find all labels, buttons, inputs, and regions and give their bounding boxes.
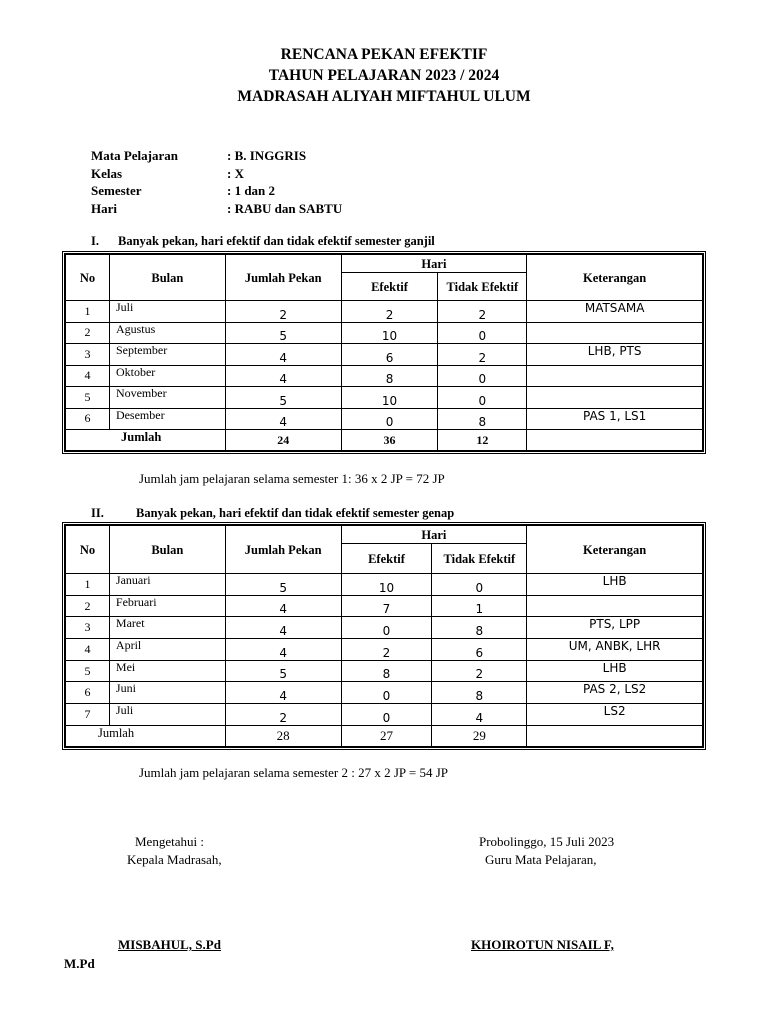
cell-efektif: 10 <box>341 574 432 596</box>
info-label: Mata Pelajaran <box>91 148 179 163</box>
info-row-hari <box>91 200 342 218</box>
header-tidak-efektif: Tidak Efektif <box>438 273 527 301</box>
cell-bulan: Januari <box>109 574 225 596</box>
cell-no: 2 <box>66 595 110 617</box>
cell-bulan: April <box>109 639 225 661</box>
cell-efektif: 10 <box>341 322 438 344</box>
cell-jumlah-pekan: 2 <box>225 301 341 323</box>
cell-no: 4 <box>66 365 110 387</box>
section1-title: Banyak pekan, hari efektif dan tidak efektif semester ganjil <box>118 234 435 248</box>
cell-tidak-efektif: 1 <box>432 595 527 617</box>
total-tidak-efektif: 29 <box>432 725 527 746</box>
signer-right-name: KHOIROTUN NISAIL F, <box>471 937 614 952</box>
cell-efektif: 0 <box>341 408 438 430</box>
cell-bulan: Februari <box>109 595 225 617</box>
total-label: Jumlah <box>66 430 226 451</box>
cell-tidak-efektif: 8 <box>432 682 527 704</box>
cell-tidak-efektif: 4 <box>432 704 527 726</box>
section1-number: I. <box>91 234 99 248</box>
cell-no: 6 <box>66 408 110 430</box>
cell-efektif: 10 <box>341 387 438 409</box>
signer-left-name: MISBAHUL, S.Pd <box>118 937 221 952</box>
cell-efektif: 7 <box>341 595 432 617</box>
signer-right-name-cont: M.Pd <box>64 956 95 971</box>
cell-efektif: 0 <box>341 682 432 704</box>
info-value: : B. INGGRIS <box>227 148 307 163</box>
cell-tidak-efektif: 0 <box>438 322 527 344</box>
cell-bulan: Mei <box>109 660 225 682</box>
cell-tidak-efektif: 0 <box>432 574 527 596</box>
cell-no: 3 <box>66 617 110 639</box>
header-keterangan: Keterangan <box>527 526 703 574</box>
cell-tidak-efektif: 0 <box>438 387 527 409</box>
header-efektif: Efektif <box>341 544 432 574</box>
cell-keterangan: LHB <box>527 660 703 682</box>
header-keterangan: Keterangan <box>527 255 703 301</box>
total-tidak-efektif: 12 <box>438 430 527 451</box>
cell-efektif: 8 <box>341 660 432 682</box>
cell-tidak-efektif: 8 <box>432 617 527 639</box>
cell-tidak-efektif: 6 <box>432 639 527 661</box>
cell-jumlah-pekan: 4 <box>225 365 341 387</box>
table-row <box>66 660 703 682</box>
cell-bulan: Juli <box>109 301 225 323</box>
sig-right-line2: Guru Mata Pelajaran, <box>485 852 597 867</box>
table-row <box>66 682 703 704</box>
cell-tidak-efektif: 0 <box>438 365 527 387</box>
header-no: No <box>66 255 110 301</box>
info-value: : X <box>227 165 244 181</box>
info-row-mapel <box>91 147 342 165</box>
header-jumlah-pekan: Jumlah Pekan <box>225 526 341 574</box>
header-efektif: Efektif <box>341 273 438 301</box>
cell-no: 2 <box>66 322 110 344</box>
table-row <box>66 408 703 430</box>
cell-no: 3 <box>66 344 110 366</box>
section1-summary: Jumlah jam pelajaran selama semester 1: 36 x 2 JP = 72 JP <box>139 471 445 486</box>
total-efektif: 36 <box>341 430 438 451</box>
cell-jumlah-pekan: 4 <box>225 682 341 704</box>
info-row-semester <box>91 182 342 200</box>
table-body <box>66 301 703 430</box>
cell-keterangan <box>527 595 703 617</box>
section2-summary: Jumlah jam pelajaran selama semester 2 : 27 x 2 JP = 54 JP <box>139 765 449 780</box>
info-value: : 1 dan 2 <box>227 183 276 198</box>
doc-title-line2: TAHUN PELAJARAN 2023 / 2024 <box>268 67 500 84</box>
cell-bulan: September <box>109 344 225 366</box>
cell-no: 5 <box>66 387 110 409</box>
cell-bulan: Maret <box>109 617 225 639</box>
header-hari: Hari <box>341 526 527 544</box>
cell-bulan: Oktober <box>109 365 225 387</box>
info-value: : RABU dan SABTU <box>227 200 343 216</box>
table-semester-ganjil <box>62 251 706 454</box>
header-tidak-efektif: Tidak Efektif <box>432 544 527 574</box>
cell-efektif: 0 <box>341 617 432 639</box>
table-semester-genap <box>62 522 706 750</box>
cell-keterangan <box>527 322 703 344</box>
info-block <box>91 147 342 217</box>
sig-right-line1: Probolinggo, 15 Juli 2023 <box>479 834 615 849</box>
cell-tidak-efektif: 2 <box>438 301 527 323</box>
cell-tidak-efektif: 2 <box>432 660 527 682</box>
cell-keterangan: PTS, LPP <box>527 617 703 639</box>
cell-keterangan: LS2 <box>527 704 703 726</box>
total-label: Jumlah <box>66 725 226 746</box>
cell-bulan: Juli <box>109 704 225 726</box>
section2-title: Banyak pekan, hari efektif dan tidak efektif semester genap <box>136 506 455 520</box>
cell-efektif: 0 <box>341 704 432 726</box>
table-row <box>66 704 703 726</box>
header-bulan: Bulan <box>109 255 225 301</box>
cell-efektif: 6 <box>341 344 438 366</box>
table-row <box>66 595 703 617</box>
table-total-row <box>66 725 703 746</box>
cell-efektif: 2 <box>341 639 432 661</box>
cell-jumlah-pekan: 4 <box>225 344 341 366</box>
sig-left-line1: Mengetahui : <box>135 834 204 849</box>
cell-keterangan: MATSAMA <box>527 301 703 323</box>
table-body <box>66 574 703 726</box>
cell-jumlah-pekan: 4 <box>225 639 341 661</box>
table-row <box>66 617 703 639</box>
cell-bulan: November <box>109 387 225 409</box>
cell-jumlah-pekan: 5 <box>225 387 341 409</box>
table-row <box>66 365 703 387</box>
doc-title-line1: RENCANA PEKAN EFEKTIF <box>280 46 488 63</box>
section2-number: II. <box>91 506 104 520</box>
cell-no: 1 <box>66 574 110 596</box>
cell-tidak-efektif: 2 <box>438 344 527 366</box>
cell-jumlah-pekan: 4 <box>225 595 341 617</box>
cell-keterangan: LHB, PTS <box>527 344 703 366</box>
cell-jumlah-pekan: 2 <box>225 704 341 726</box>
table-total-row <box>66 430 703 451</box>
cell-efektif: 8 <box>341 365 438 387</box>
info-label: Kelas <box>91 165 123 181</box>
cell-keterangan <box>527 387 703 409</box>
cell-keterangan: PAS 2, LS2 <box>527 682 703 704</box>
cell-no: 7 <box>66 704 110 726</box>
table-row <box>66 387 703 409</box>
total-keterangan <box>527 430 703 451</box>
cell-jumlah-pekan: 5 <box>225 574 341 596</box>
info-row-kelas <box>91 165 342 183</box>
cell-bulan: Desember <box>109 408 225 430</box>
doc-title-line3: MADRASAH ALIYAH MIFTAHUL ULUM <box>237 88 531 105</box>
sig-left-line2: Kepala Madrasah, <box>127 852 222 867</box>
cell-bulan: Juni <box>109 682 225 704</box>
cell-jumlah-pekan: 4 <box>225 408 341 430</box>
cell-keterangan: PAS 1, LS1 <box>527 408 703 430</box>
total-efektif: 27 <box>341 725 432 746</box>
total-pekan: 28 <box>225 725 341 746</box>
cell-jumlah-pekan: 4 <box>225 617 341 639</box>
total-keterangan <box>527 725 703 746</box>
cell-keterangan: UM, ANBK, LHR <box>527 639 703 661</box>
cell-keterangan <box>527 365 703 387</box>
cell-jumlah-pekan: 5 <box>225 660 341 682</box>
cell-bulan: Agustus <box>109 322 225 344</box>
table-row <box>66 639 703 661</box>
info-label: Semester <box>91 183 142 198</box>
table-row <box>66 344 703 366</box>
total-pekan: 24 <box>225 430 341 451</box>
cell-no: 6 <box>66 682 110 704</box>
cell-jumlah-pekan: 5 <box>225 322 341 344</box>
header-no: No <box>66 526 110 574</box>
table-row <box>66 301 703 323</box>
table-row <box>66 574 703 596</box>
cell-keterangan: LHB <box>527 574 703 596</box>
header-jumlah-pekan: Jumlah Pekan <box>225 255 341 301</box>
info-label: Hari <box>91 200 117 216</box>
cell-tidak-efektif: 8 <box>438 408 527 430</box>
cell-efektif: 2 <box>341 301 438 323</box>
cell-no: 1 <box>66 301 110 323</box>
cell-no: 5 <box>66 660 110 682</box>
header-hari: Hari <box>341 255 527 273</box>
header-bulan: Bulan <box>109 526 225 574</box>
cell-no: 4 <box>66 639 110 661</box>
table-row <box>66 322 703 344</box>
